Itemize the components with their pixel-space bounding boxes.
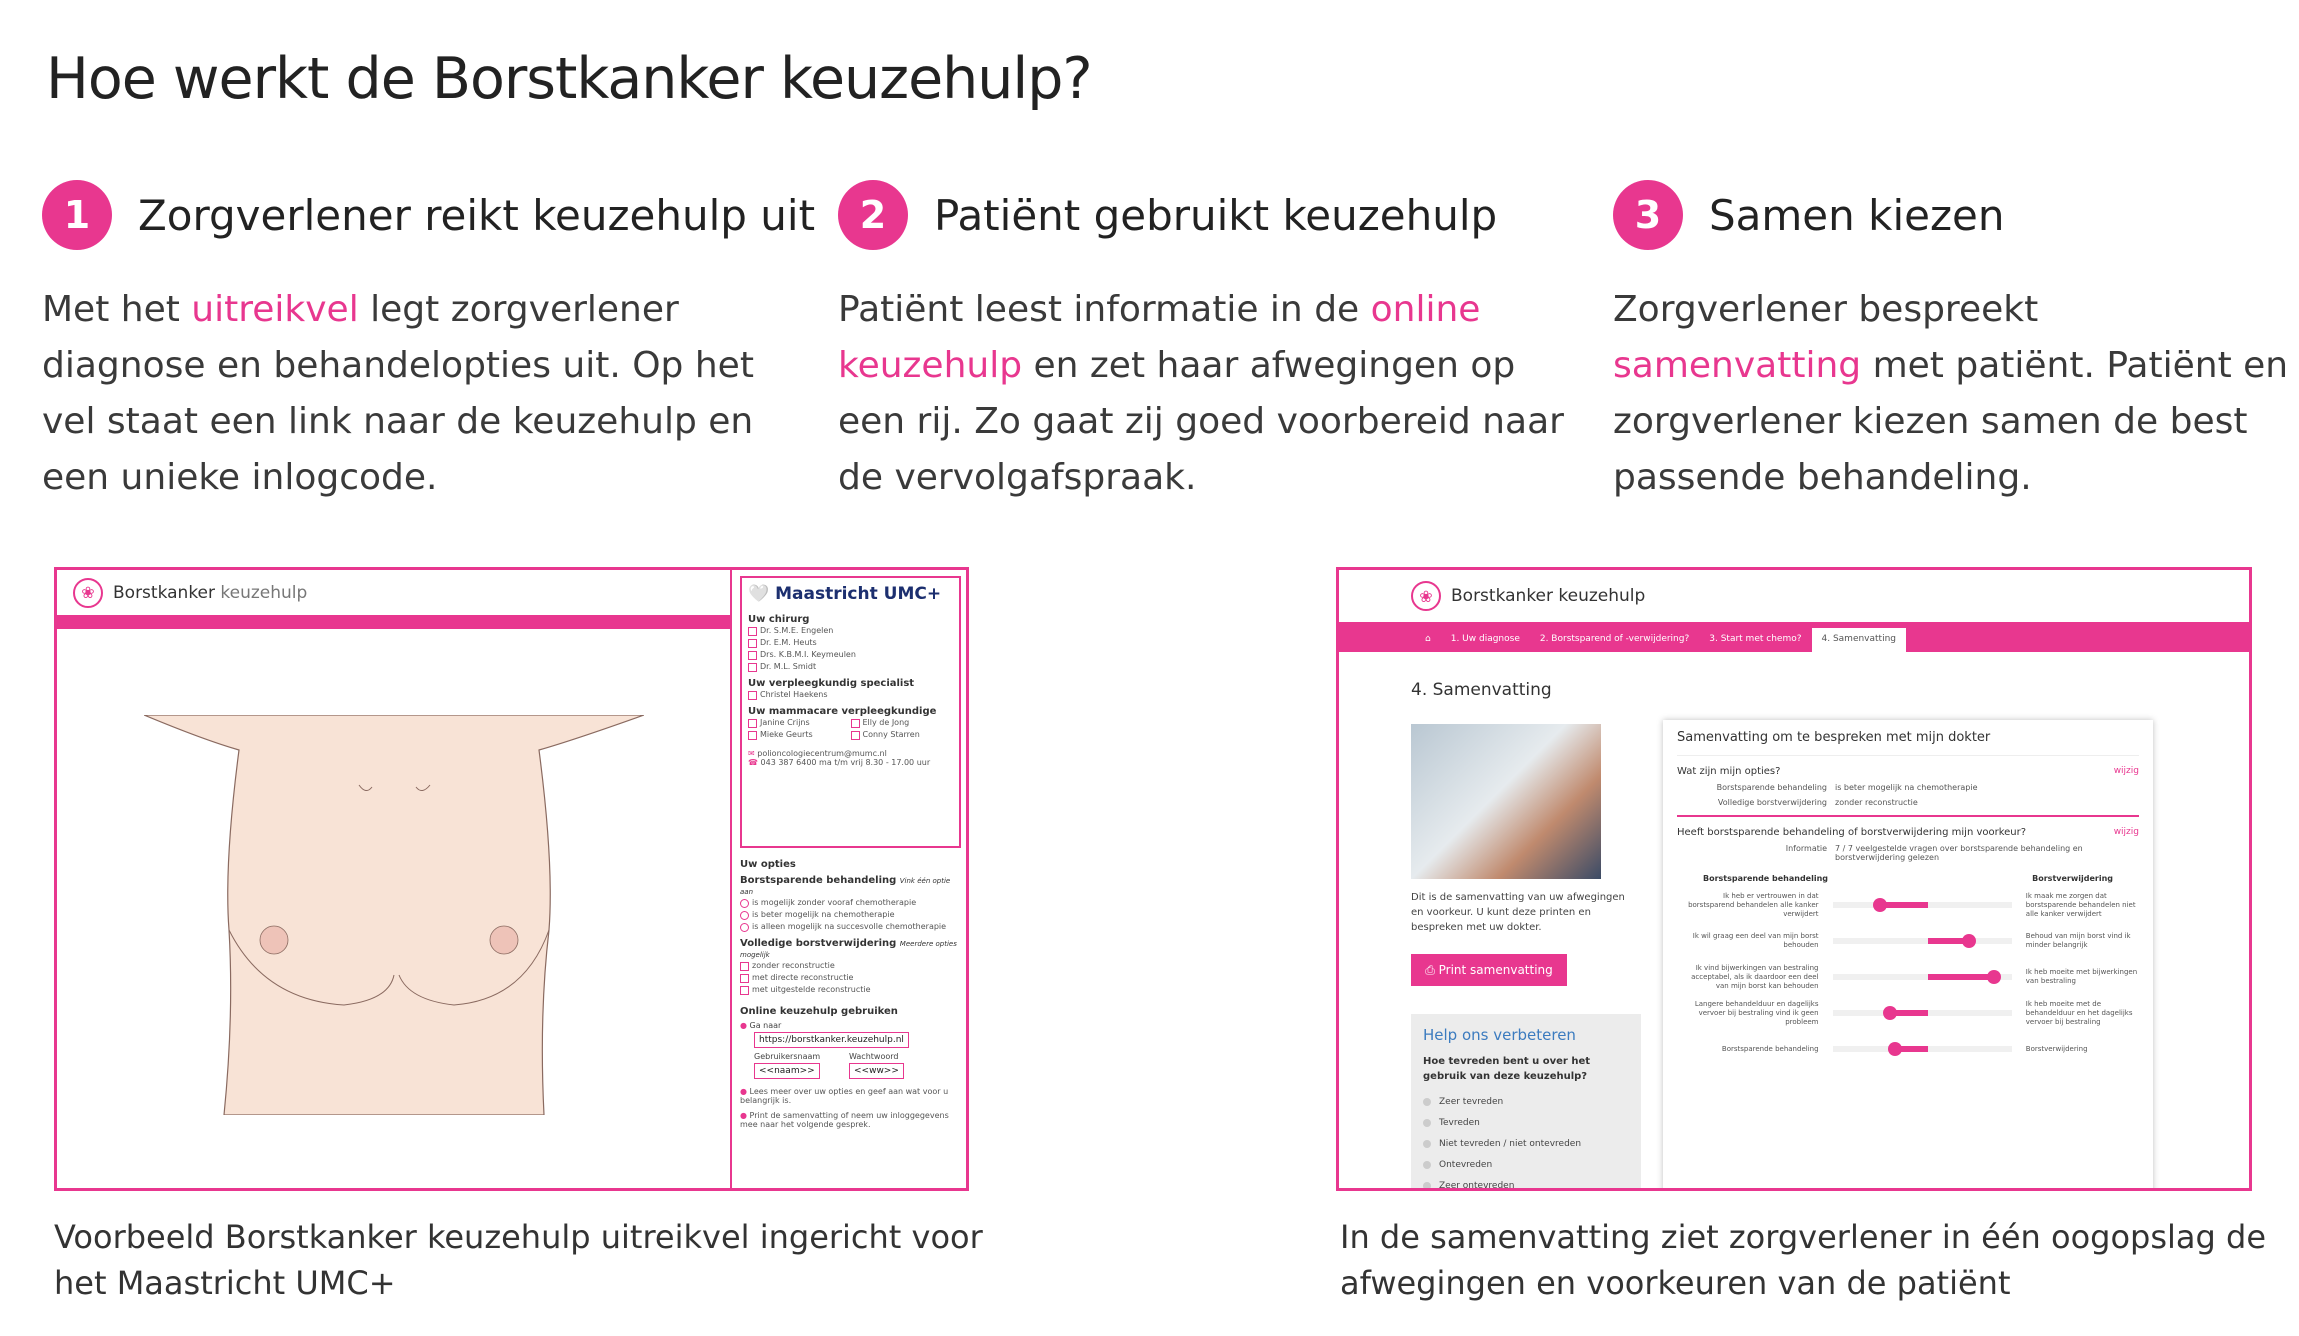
chirurg-checkbox[interactable]: Drs. K.B.M.I. Keymeulen — [748, 649, 953, 661]
print-icon: ⎙ — [1425, 962, 1439, 977]
pink-bar — [57, 615, 730, 629]
pink-ribbon-icon: ❀ — [1411, 581, 1441, 611]
col-left: Borstsparende behandeling — [1703, 874, 1829, 883]
online-keuzehulp-link[interactable]: online keuzehulp — [838, 289, 1481, 386]
feedback-radio[interactable]: Tevreden — [1423, 1113, 1629, 1134]
chirurg-checkbox[interactable]: Dr. S.M.E. Engelen — [748, 625, 953, 637]
info-value: 7 / 7 veelgestelde vragen over borstsparende behandeling en borstverwijdering gelezen — [1835, 844, 2083, 862]
samenvatting-preview[interactable] — [1336, 567, 2252, 1191]
url-wrap — [740, 1030, 961, 1048]
info-key: Informatie — [1785, 844, 1827, 853]
compare-right-label: Ik heb moeite met de behandelduur en het dagelijks vervoer bij bestraling — [2025, 999, 2133, 1026]
bsb-radio[interactable]: is beter mogelijk na chemotherapie — [740, 909, 961, 921]
password-field[interactable]: <<ww>> — [849, 1063, 904, 1079]
card-title: Samenvatting om te bespreken met mijn dokter — [1677, 730, 2139, 756]
step-description — [42, 282, 782, 506]
preference-slider[interactable] — [1833, 974, 2012, 980]
online-heading: Online keuzehulp gebruiken — [740, 1006, 898, 1017]
compare-right-label: Borstverwijdering — [2025, 1044, 2088, 1053]
help-question: Hoe tevreden bent u over het gebruik van deze keuzehulp? — [1423, 1056, 1591, 1082]
keuzehulp-logo: Borstkanker keuzehulp — [1451, 586, 1646, 606]
compare-right-label: Ik heb moeite met bijwerkingen van bestraling — [2025, 968, 2138, 985]
ga-naar-row — [740, 1021, 961, 1030]
compare-row — [1677, 999, 2139, 1027]
uitreikvel-preview[interactable] — [54, 567, 969, 1191]
compare-list — [1677, 891, 2139, 1063]
preference-slider[interactable] — [1833, 1010, 2012, 1016]
phone-value: 043 387 6400 ma t/m vrij 8.30 - 17.00 uur — [760, 758, 931, 767]
logo-main: Borstkanker — [113, 582, 215, 603]
step2-text — [740, 1087, 961, 1105]
option-value: zonder reconstructie — [1835, 798, 1918, 807]
phone-text — [748, 758, 953, 767]
umc-contact-box — [740, 576, 961, 848]
mail-icon: ✉ — [748, 749, 755, 758]
login-labels — [740, 1052, 961, 1061]
compare-left-label: Ik vind bijwerkingen van bestraling acceptabel, als ik daardoor een deel van mijn borst kan behouden — [1691, 963, 1819, 990]
opties-heading: Uw opties — [740, 859, 796, 870]
step-1 — [42, 180, 816, 506]
compare-left-label: Borstsparende behandeling — [1721, 1044, 1819, 1053]
step-description — [1613, 282, 2293, 506]
step-title: Zorgverlener reikt keuzehulp uit — [138, 190, 816, 240]
feedback-radio[interactable]: Zeer tevreden — [1423, 1092, 1629, 1113]
uitreikvel-link[interactable]: uitreikvel — [191, 289, 359, 330]
pass-label: Wachtwoord — [849, 1052, 899, 1061]
options-section — [1677, 766, 2139, 777]
step-text: Met het — [42, 289, 192, 330]
step-nav — [1339, 622, 2249, 652]
step-number-badge: 1 — [42, 180, 112, 250]
option-key: Volledige borstverwijdering — [1717, 798, 1827, 807]
info-row — [1677, 844, 2139, 862]
compare-row — [1677, 1035, 2139, 1063]
umc-logo-text: Maastricht UMC+ — [775, 584, 942, 604]
bsb-title: Borstsparende behandeling — [740, 875, 897, 886]
step-2 — [838, 180, 1578, 506]
print-label: Print samenvatting — [1438, 963, 1553, 977]
compare-left-label: Langere behandelduur en dagelijks vervoer bij bestraling vind ik geen probleem — [1694, 999, 1819, 1026]
pink-ribbon-icon: ❀ — [73, 578, 103, 608]
mammacare-checkbox[interactable]: Conny Starren — [851, 729, 954, 741]
maastricht-umc-logo: 🤍 Maastricht UMC+ — [748, 584, 942, 604]
vb-hint: Meerdere opties mogelijk — [740, 940, 957, 959]
nav-samenvatting[interactable]: 4. Samenvatting — [1812, 628, 1907, 652]
feedback-radio[interactable]: Zeer ontevreden — [1423, 1176, 1629, 1191]
step-number-badge: 2 — [838, 180, 908, 250]
login-fields — [740, 1061, 961, 1079]
logo-light: keuzehulp — [215, 582, 308, 603]
section-title: Heeft borstsparende behandeling of borstverwijdering mijn voorkeur? — [1677, 827, 2027, 838]
step-text: en zet haar afwegingen op een rij. Zo gaat zij goed voorbereid naar de vervolgafspraak. — [838, 345, 1564, 498]
slider-handle[interactable] — [1962, 934, 1976, 948]
uitreikvel-sidebar — [730, 570, 969, 1191]
option-value: is beter mogelijk na chemotherapie — [1835, 783, 1978, 792]
consultation-photo — [1411, 724, 1601, 879]
url-field[interactable]: https://borstkanker.keuzehulp.nl — [754, 1032, 909, 1048]
slider-fill — [1928, 974, 1995, 980]
samenvatting-heading: 4. Samenvatting — [1411, 680, 1552, 700]
edit-link[interactable]: wijzig — [2113, 827, 2139, 837]
vb-heading — [740, 938, 961, 960]
slider-fill — [1880, 902, 1928, 908]
email-value: polioncologiecentrum@mumc.nl — [757, 749, 887, 758]
slider-handle[interactable] — [1873, 898, 1887, 912]
step2-value: Lees meer over uw opties en geef aan wat voor u belangrijk is. — [740, 1087, 949, 1105]
feedback-box — [1411, 1014, 1641, 1191]
slider-handle[interactable] — [1883, 1006, 1897, 1020]
step-description — [838, 282, 1578, 506]
section-title: Wat zijn mijn opties? — [1677, 766, 1781, 777]
step3-text — [740, 1111, 961, 1129]
compare-left-label: Ik heb er vertrouwen in dat borstsparend behandelen alle kanker verwijdert — [1688, 891, 1819, 918]
option-row — [1677, 783, 2139, 792]
compare-row — [1677, 891, 2139, 919]
step-dot-icon: ● — [740, 1087, 747, 1096]
step-title: Patiënt gebruikt keuzehulp — [934, 190, 1498, 240]
mammacare-checkbox[interactable]: Elly de Jong — [851, 717, 954, 729]
chirurg-checkbox[interactable]: Dr. E.M. Heuts — [748, 637, 953, 649]
step-text: met patiënt. Patiënt en zorgverlener kiezen samen de best passende behandeling. — [1613, 345, 2289, 498]
home-icon[interactable]: ⌂ — [1425, 634, 1431, 644]
preference-slider[interactable] — [1833, 902, 2012, 908]
torso-illustration — [144, 715, 644, 1115]
summary-card — [1663, 720, 2153, 1191]
vb-checkbox[interactable]: zonder reconstructie — [740, 960, 961, 972]
slider-handle[interactable] — [1888, 1042, 1902, 1056]
phone-icon: ☎ — [748, 758, 758, 767]
bsb-radio[interactable]: is alleen mogelijk na succesvolle chemotherapie — [740, 921, 961, 933]
feedback-radio[interactable]: Niet tevreden / niet ontevreden — [1423, 1134, 1629, 1155]
email-text — [748, 749, 953, 758]
preference-slider[interactable] — [1833, 938, 2012, 944]
caption-samenvatting: In de samenvatting ziet zorgverlener in één oogopslag de afwegingen en voorkeuren van de patiënt — [1340, 1218, 2266, 1302]
step-number-badge: 3 — [1613, 180, 1683, 250]
divider — [1677, 815, 2139, 817]
compare-row — [1677, 927, 2139, 955]
vpk-checkbox[interactable]: Christel Haekens — [748, 689, 953, 701]
chirurg-heading: Uw chirurg — [748, 614, 810, 625]
keuzehulp-logo — [113, 583, 307, 603]
bsb-hint: Vink één optie aan — [740, 877, 951, 896]
feedback-radio[interactable]: Ontevreden — [1423, 1155, 1629, 1176]
col-right: Borstverwijdering — [2032, 874, 2113, 883]
step3-value: Print de samenvatting of neem uw inloggegevens mee naar het volgende gesprek. — [740, 1111, 949, 1129]
compare-right-label: Behoud van mijn borst vind ik minder belangrijk — [2025, 932, 2131, 949]
bsb-radio[interactable]: is mogelijk zonder vooraf chemotherapie — [740, 897, 961, 909]
chirurg-checkbox[interactable]: Dr. M.L. Smidt — [748, 661, 953, 673]
page-title: Hoe werkt de Borstkanker keuzehulp? — [46, 46, 1092, 112]
options-block — [740, 848, 961, 1135]
compare-right-label: Ik maak me zorgen dat borstsparende behandelen niet alle kanker verwijdert — [2025, 891, 2136, 918]
samenvatting-link[interactable]: samenvatting — [1613, 345, 1862, 386]
option-row — [1677, 798, 2139, 807]
option-key: Borstsparende behandeling — [1716, 783, 1827, 792]
compare-head — [1677, 874, 2139, 883]
step-dot-icon: ● — [740, 1021, 747, 1030]
step-3 — [1613, 180, 2293, 506]
mammacare-row — [748, 717, 953, 741]
caption-uitreikvel: Voorbeeld Borstkanker keuzehulp uitreikvel ingericht voor het Maastricht UMC+ — [54, 1218, 983, 1302]
mammacare-heading: Uw mammacare verpleegkundige — [748, 706, 937, 717]
ga-naar-label: Ga naar — [749, 1021, 782, 1030]
slider-handle[interactable] — [1987, 970, 2001, 984]
step-title: Samen kiezen — [1709, 190, 2005, 240]
help-title: Help ons verbeteren — [1423, 1026, 1576, 1044]
compare-row — [1677, 963, 2139, 991]
vb-checkbox[interactable]: met uitgestelde reconstructie — [740, 984, 961, 996]
step-text: Patiënt leest informatie in de — [838, 289, 1371, 330]
vpk-heading: Uw verpleegkundig specialist — [748, 678, 915, 689]
nav-chemo[interactable]: 3. Start met chemo? — [1709, 634, 1802, 644]
preference-section — [1677, 827, 2139, 838]
step-dot-icon: ● — [740, 1111, 747, 1120]
keuzehulp-header — [57, 570, 730, 615]
intro-text: Dit is de samenvatting van uw afwegingen en voorkeur. U kunt deze printen en bespreken met uw dokter. — [1411, 892, 1625, 933]
username-field[interactable]: <<naam>> — [754, 1063, 820, 1079]
compare-left-label: Ik wil graag een deel van mijn borst behouden — [1692, 932, 1819, 949]
mammacare-checkbox[interactable]: Janine Crijns — [748, 717, 851, 729]
nav-diagnose[interactable]: 1. Uw diagnose — [1450, 634, 1520, 644]
step-text: legt zorgverlener diagnose en behandelopties uit. Op het vel staat een link naar de keuzehulp en een unieke inlogcode. — [42, 289, 754, 498]
edit-link[interactable]: wijzig — [2113, 766, 2139, 776]
mammacare-checkbox[interactable]: Mieke Geurts — [748, 729, 851, 741]
print-button[interactable] — [1411, 954, 1567, 986]
user-label: Gebruikersnaam — [754, 1052, 821, 1061]
preference-slider[interactable] — [1833, 1046, 2012, 1052]
keuzehulp-header — [1339, 570, 2249, 622]
bsb-heading — [740, 875, 961, 897]
vb-title: Volledige borstverwijdering — [740, 938, 897, 949]
nav-borstsparend[interactable]: 2. Borstsparend of -verwijdering? — [1539, 634, 1690, 644]
step-text: Zorgverlener bespreekt — [1613, 289, 2039, 330]
vb-checkbox[interactable]: met directe reconstructie — [740, 972, 961, 984]
